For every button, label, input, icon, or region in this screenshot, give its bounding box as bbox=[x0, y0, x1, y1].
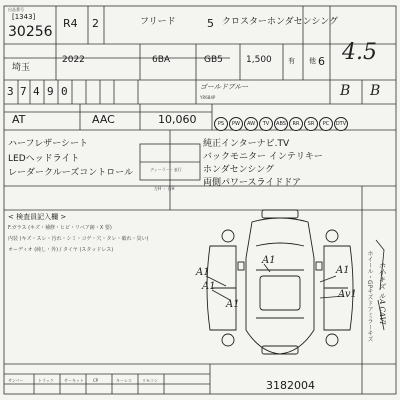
car-diagram bbox=[207, 210, 353, 354]
color-code: YR684P bbox=[200, 95, 216, 100]
damage-mark: A1 bbox=[196, 267, 210, 278]
option-chip: TV bbox=[259, 117, 273, 131]
mileage-digit: 4 bbox=[33, 85, 40, 98]
damage-mark: A1 bbox=[262, 255, 276, 266]
steering-label: 左H ・ 右H bbox=[154, 186, 175, 191]
grade: クロスターホンダセンシング bbox=[222, 17, 339, 27]
mirror-label: ドアミラーキズ bbox=[366, 300, 373, 342]
doors: 5 bbox=[207, 17, 214, 30]
seats: 6 bbox=[318, 55, 325, 68]
option-chip: SR bbox=[304, 117, 318, 131]
region: 埼玉 bbox=[12, 63, 31, 73]
option-chip: RR bbox=[289, 117, 303, 131]
feature-right: 純正インターナビ.TV bbox=[203, 139, 290, 149]
interior-score: B bbox=[340, 83, 351, 99]
option-chip: PS bbox=[214, 117, 228, 131]
damage-mark: A1 bbox=[336, 265, 350, 276]
feature-right: ホンダセンシング bbox=[203, 165, 275, 175]
damage-leaders bbox=[206, 264, 344, 300]
right-handwritten: ホ小キズ ルA CAVI bbox=[378, 262, 386, 325]
exterior-score: B bbox=[370, 83, 381, 99]
feature-right: バックモニター インテリキー bbox=[203, 152, 323, 162]
inspection-line: オーディオ (純し・外) / タイヤ (スタッドレス) bbox=[8, 247, 114, 253]
lot-number: 30256 bbox=[8, 24, 53, 40]
seats-prefix: 他 bbox=[309, 57, 316, 65]
footer-label: サーキット bbox=[64, 378, 84, 383]
option-chip: PW bbox=[229, 117, 243, 131]
footer-label: サンバー bbox=[8, 378, 24, 383]
model-name: フリード bbox=[140, 17, 176, 27]
footer-label: キーレス bbox=[116, 378, 132, 383]
mileage-digit: 7 bbox=[20, 85, 27, 98]
footer-label: リモコン bbox=[142, 378, 158, 383]
model-code: 6BA bbox=[152, 55, 171, 65]
serial-number: 3182004 bbox=[266, 379, 315, 392]
inspection-line: 内装 (キズ・スレ・汚れ・シミ・コゲ・穴・タレ・破れ・臭い) bbox=[8, 236, 149, 242]
option-chip: ABS bbox=[274, 117, 288, 131]
handwritten-score: 4.5 bbox=[342, 40, 377, 65]
inspection-line: F.ガラス (キズ・補修・ヒビ・リペア跡・X 要) bbox=[8, 225, 112, 231]
feature-left: ハーフレザーシート bbox=[8, 139, 89, 149]
aircon: AAC bbox=[92, 113, 115, 126]
mileage-digit: 9 bbox=[47, 85, 54, 98]
color-handwritten: ゴールドブルー bbox=[200, 83, 249, 91]
wheel-label: ホイール・GPキズ bbox=[366, 250, 373, 301]
dealer-label: ディーラー・並行 bbox=[150, 167, 182, 172]
mileage-digit: 0 bbox=[61, 85, 68, 98]
month: 2 bbox=[92, 17, 99, 30]
feature-left: レーダークルーズコントロール bbox=[8, 168, 134, 178]
options-row bbox=[214, 112, 349, 131]
era-year: R4 bbox=[63, 17, 78, 30]
lot-label: [1343] bbox=[12, 13, 36, 21]
damage-mark: Av1 bbox=[338, 289, 357, 300]
footer-label: トラック bbox=[38, 378, 54, 383]
option-chip: AW bbox=[244, 117, 258, 131]
price: 10,060 bbox=[158, 113, 197, 126]
damage-mark: A1 bbox=[202, 281, 216, 292]
option-chip: PC bbox=[319, 117, 333, 131]
ac-flag: 有 bbox=[288, 57, 295, 65]
displacement: 1,500 bbox=[246, 55, 272, 65]
mileage-digit: 3 bbox=[7, 85, 14, 98]
feature-left: LEDヘッドライト bbox=[8, 154, 80, 164]
damage-mark: A1 bbox=[226, 299, 240, 310]
chassis-code: GB5 bbox=[204, 55, 223, 65]
lot-caption: 出品番号 bbox=[8, 7, 24, 12]
option-chip: DTV bbox=[334, 117, 348, 131]
feature-right: 両側パワースライドドア bbox=[203, 178, 302, 188]
footer-label: CP bbox=[93, 378, 99, 383]
inspection-title: < 検査員記入欄 > bbox=[8, 213, 67, 221]
transmission: AT bbox=[12, 113, 26, 126]
model-year: 2022 bbox=[62, 55, 85, 65]
